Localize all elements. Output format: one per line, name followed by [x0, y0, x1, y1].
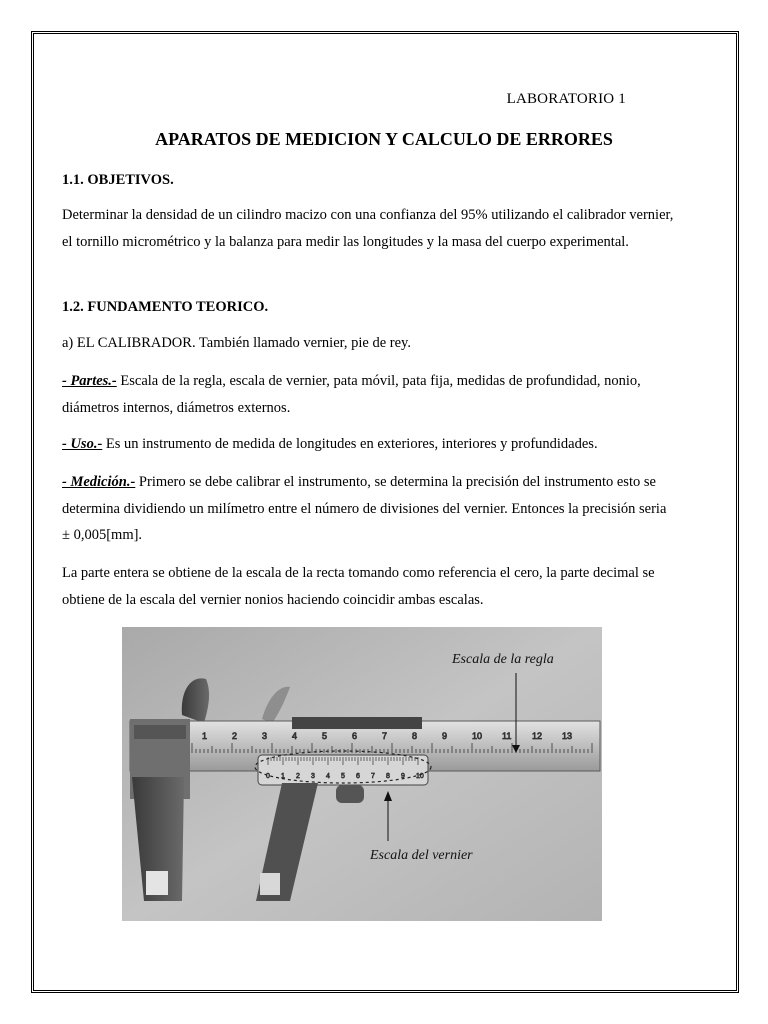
vernier-number: 1: [281, 773, 285, 780]
calibrador-paragraph: a) EL CALIBRADOR. También llamado vernier, pie de rey.: [62, 335, 411, 351]
ruler-number: 13: [562, 731, 573, 741]
ruler-number: 11: [502, 731, 512, 741]
medicion-text: Primero se debe calibrar el instrumento, se determina la precisión del instrumento esto se determina dividiendo un milímetro entre el número de divisiones del vernier. Entonces la precisión seria ± 0,005[mm].: [62, 474, 667, 543]
partes-text: Escala de la regla, escala de vernier, pata móvil, pata fija, medidas de profundidad, nonio, diámetros internos, diámetros externos.: [62, 373, 641, 416]
vernier-number: 10: [416, 773, 424, 780]
ruler-number: 3: [262, 731, 268, 741]
vernier-number: 3: [311, 773, 315, 780]
ruler-number: 7: [382, 731, 388, 741]
vernier-number: 0: [266, 773, 270, 780]
uso-paragraph: [62, 431, 676, 458]
jaw-tip-movable: [260, 873, 280, 895]
ruler-number: 5: [322, 731, 328, 741]
ruler-number: 10: [472, 731, 483, 741]
section-fundamento-heading: 1.2. FUNDAMENTO TEORICO.: [62, 299, 269, 315]
vernier-number: 5: [341, 773, 345, 780]
label-escala-vernier: Escala del vernier: [370, 848, 473, 863]
ruler-number: 9: [442, 731, 448, 741]
vernier-caliper-illustration: [122, 627, 602, 921]
vernier-number: 4: [326, 773, 330, 780]
vernier-number: 7: [371, 773, 375, 780]
page-title: APARATOS DE MEDICION Y CALCULO DE ERRORES: [155, 129, 613, 149]
vernier-number: 8: [386, 773, 390, 780]
vernier-number: 6: [356, 773, 360, 780]
vernier-number: 2: [296, 773, 300, 780]
partes-paragraph: [62, 368, 676, 421]
ruler-number: 1: [202, 731, 208, 741]
medicion-paragraph: [62, 469, 676, 549]
jaw-tip-fixed: [146, 871, 168, 895]
top-strip: [292, 717, 422, 729]
thumb-wheel: [336, 785, 364, 803]
ruler-number: 6: [352, 731, 358, 741]
medicion-label: - Medición.-: [62, 474, 136, 490]
uso-label: - Uso.-: [62, 436, 103, 452]
ruler-number: 8: [412, 731, 418, 741]
label-escala-regla: Escala de la regla: [452, 652, 554, 667]
objetivos-paragraph: Determinar la densidad de un cilindro macizo con una confianza del 95% utilizando el calibrador vernier, el tornillo micrométrico y la balanza para medir las longitudes y la masa del cuerpo experimental.: [62, 207, 674, 250]
ruler-number: 4: [292, 731, 298, 741]
parte-entera-paragraph: La parte entera se obtiene de la escala de la recta tomando como referencia el cero, la parte decimal se obtiene de la escala del vernier nonios haciendo coincidir ambas escalas.: [62, 565, 655, 608]
vernier-caliper-photo: [122, 627, 602, 921]
ruler-number: 2: [232, 731, 238, 741]
lab-number: LABORATORIO 1: [506, 91, 626, 107]
vernier-number: 9: [401, 773, 405, 780]
section-objetivos-heading: 1.1. OBJETIVOS.: [62, 172, 174, 188]
partes-label: - Partes.-: [62, 373, 117, 389]
uso-text: Es un instrumento de medida de longitudes en exteriores, interiores y profundidades.: [102, 436, 598, 452]
ruler-number: 12: [532, 731, 543, 741]
